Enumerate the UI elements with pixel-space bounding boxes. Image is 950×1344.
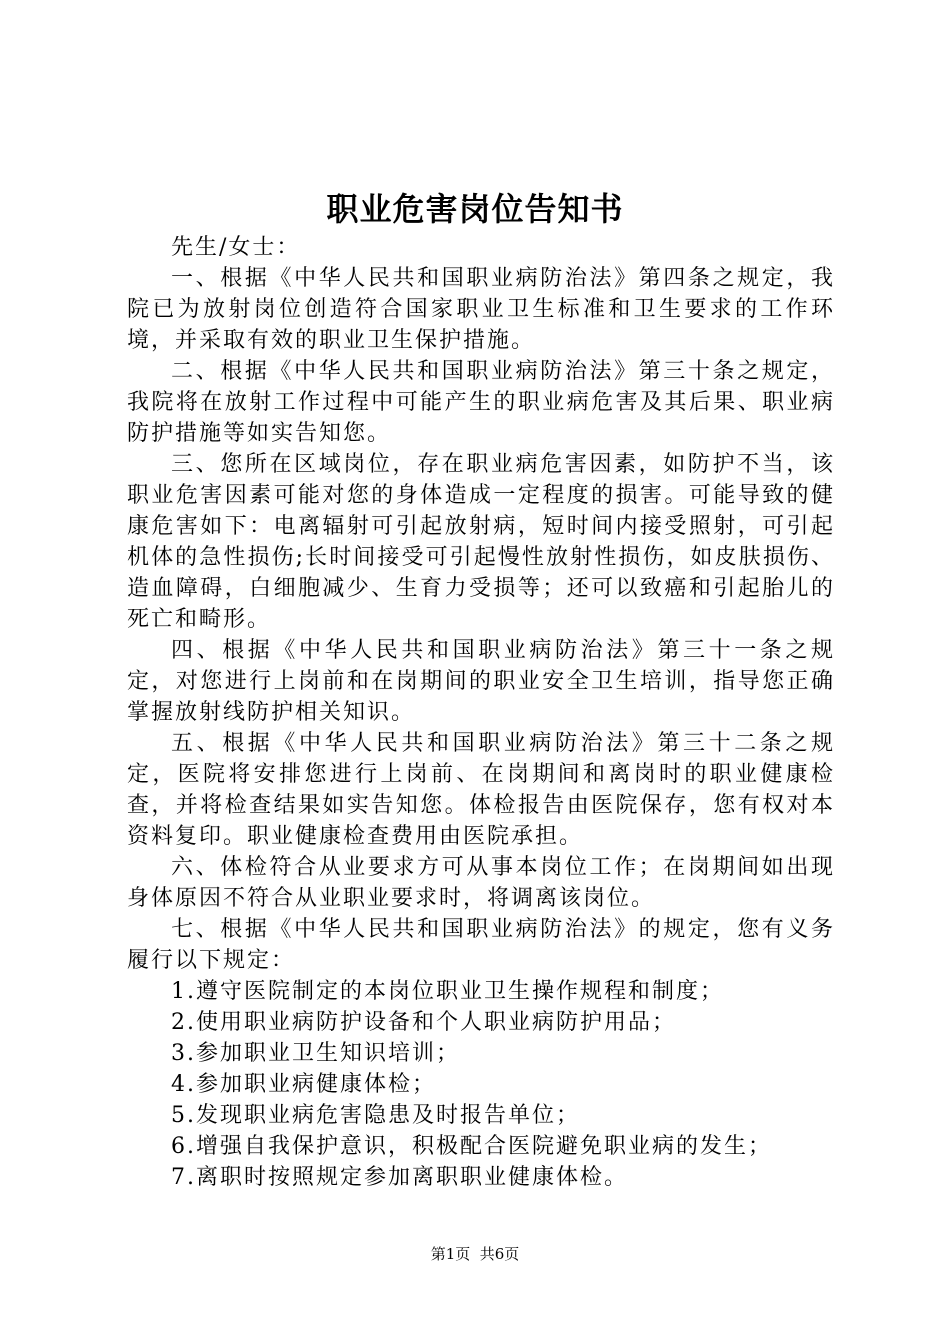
- paragraph-2: 二、根据《中华人民共和国职业病防治法》第三十条之规定，我院将在放射工作过程中可能产生的职业病危害及其后果、职业病防护措施等如实告知您。: [127, 359, 835, 446]
- list-item-4: 4.参加职业病健康体检；: [171, 1072, 436, 1097]
- document-body: [127, 232, 835, 1193]
- list-item-2: 2.使用职业病防护设备和个人职业病防护用品；: [171, 1010, 676, 1035]
- list-item-3: 3.参加职业卫生知识培训；: [171, 1041, 460, 1066]
- paragraph-6: 六、体检符合从业要求方可从事本岗位工作；在岗期间如出现身体原因不符合从业职业要求时，将调离该岗位。: [127, 855, 835, 911]
- salutation: 先生/女士：: [171, 235, 301, 260]
- paragraph-4: 四、根据《中华人民共和国职业病防治法》第三十一条之规定，对您进行上岗前和在岗期间的职业安全卫生培训，指导您正确掌握放射线防护相关知识。: [127, 638, 835, 725]
- list-item-6: 6.增强自我保护意识，积极配合医院避免职业病的发生；: [171, 1134, 772, 1159]
- paragraph-5: 五、根据《中华人民共和国职业病防治法》第三十二条之规定，医院将安排您进行上岗前、在岗期间和离岗时的职业健康检查，并将检查结果如实告知您。体检报告由医院保存，您有权对本资料复印。职业健康检查费用由医院承担。: [127, 731, 835, 849]
- list-item-7: 7.离职时按照规定参加离职职业健康体检。: [171, 1165, 628, 1190]
- document-title: 职业危害岗位告知书: [326, 190, 624, 228]
- list-item-1: 1.遵守医院制定的本岗位职业卫生操作规程和制度；: [171, 979, 724, 1004]
- paragraph-7: 七、根据《中华人民共和国职业病防治法》的规定，您有义务履行以下规定：: [127, 917, 835, 973]
- page-footer: 第1页 共6页: [430, 1245, 520, 1263]
- paragraph-1: 一、根据《中华人民共和国职业病防治法》第四条之规定，我院已为放射岗位创造符合国家职业卫生标准和卫生要求的工作环境，并采取有效的职业卫生保护措施。: [127, 266, 835, 353]
- paragraph-3: 三、您所在区域岗位，存在职业病危害因素，如防护不当，该职业危害因素可能对您的身体造成一定程度的损害。可能导致的健康危害如下：电离辐射可引起放射病，短时间内接受照射，可引起机体的急性损伤;长时间接受可引起慢性放射性损伤，如皮肤损伤、造血障碍，白细胞减少、生育力受损等；还可以致癌和引起胎儿的死亡和畸形。: [127, 452, 835, 632]
- list-item-5: 5.发现职业病危害隐患及时报告单位；: [171, 1103, 580, 1128]
